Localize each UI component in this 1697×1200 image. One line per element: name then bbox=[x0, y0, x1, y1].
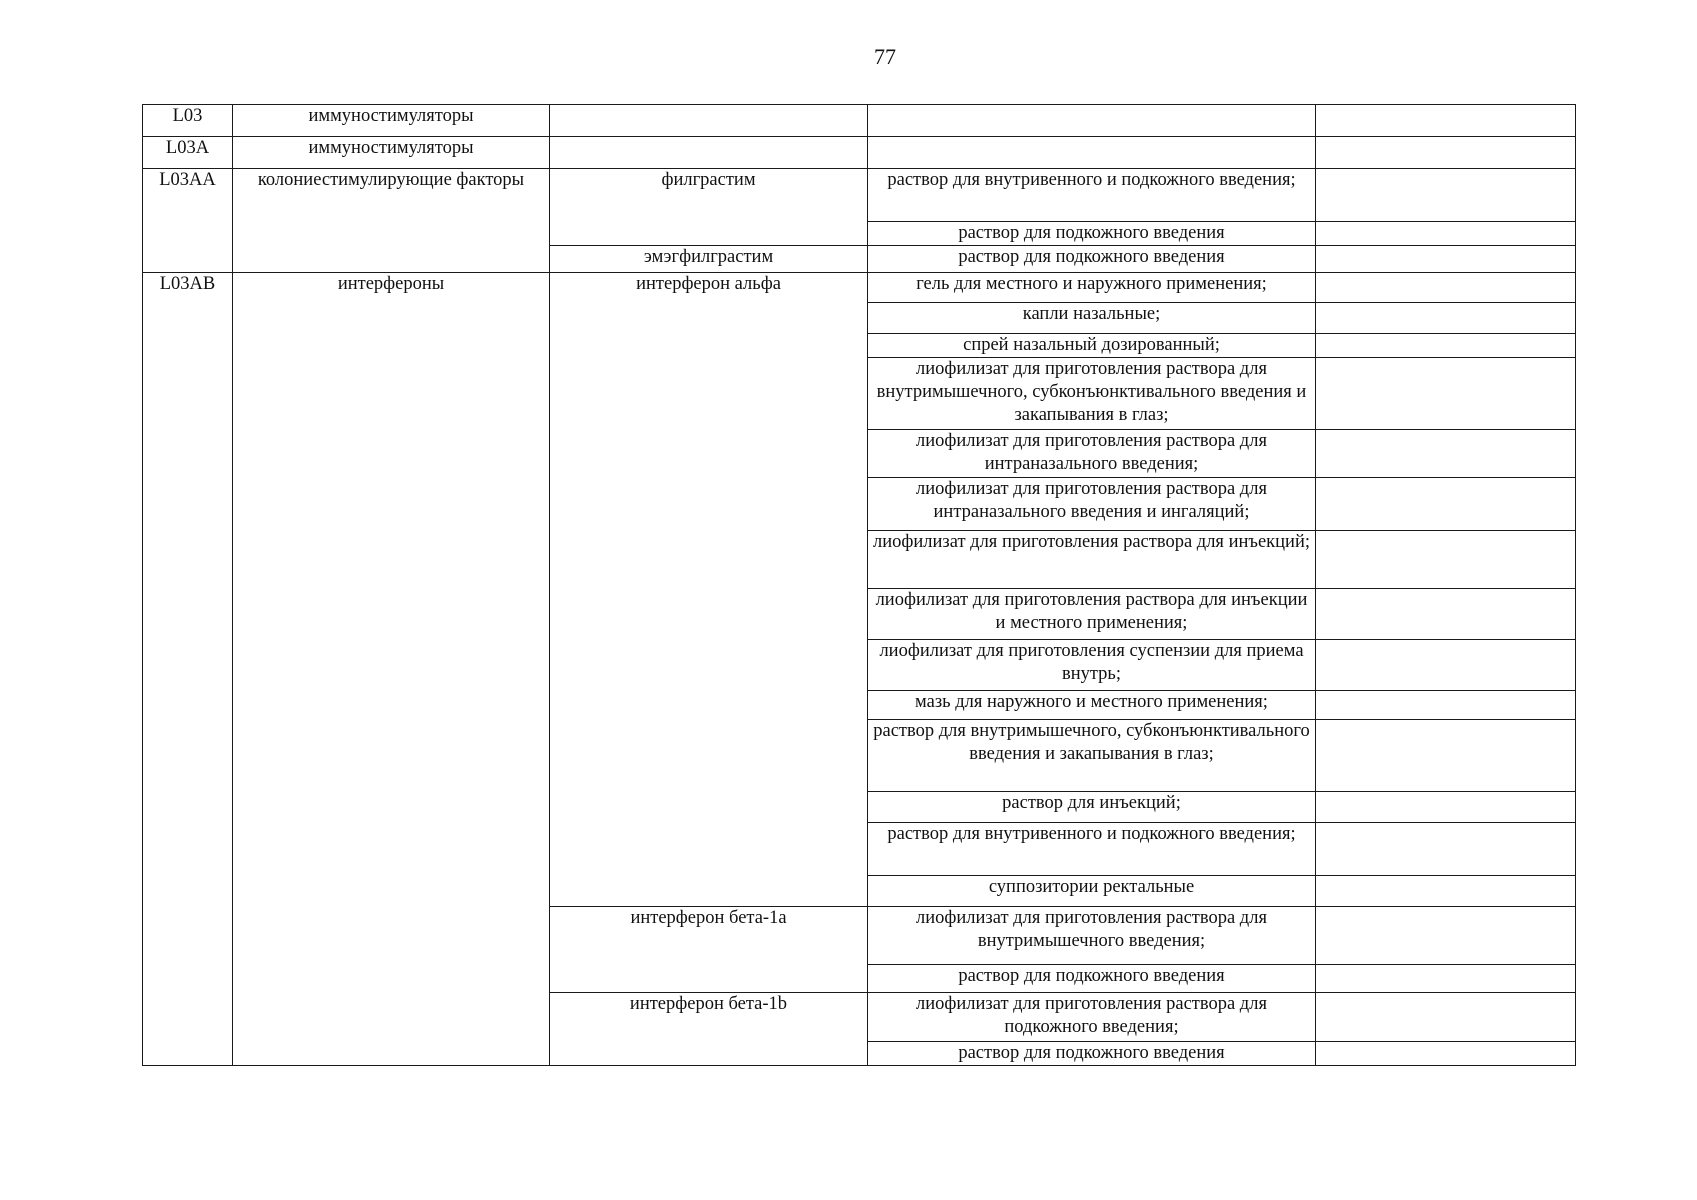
dosage-form-cell: раствор для подкожного введения bbox=[868, 222, 1316, 246]
dosage-form-cell bbox=[868, 137, 1316, 169]
dosage-form-cell: лиофилизат для приготовления суспензии для приема внутрь; bbox=[868, 640, 1316, 691]
dosage-form-cell: лиофилизат для приготовления раствора для интраназального введения и ингаляций; bbox=[868, 478, 1316, 531]
atc-code-cell: L03A bbox=[143, 137, 233, 169]
empty-cell bbox=[1316, 105, 1576, 137]
table-row bbox=[143, 137, 1576, 169]
dosage-form-cell: гель для местного и наружного применения; bbox=[868, 273, 1316, 303]
dosage-form-cell: лиофилизат для приготовления раствора для инъекции и местного применения; bbox=[868, 589, 1316, 640]
empty-cell bbox=[1316, 358, 1576, 430]
empty-cell bbox=[1316, 169, 1576, 222]
dosage-form-cell: раствор для подкожного введения bbox=[868, 965, 1316, 993]
group-name-cell: интерфероны bbox=[233, 273, 550, 1066]
empty-cell bbox=[1316, 430, 1576, 478]
empty-cell bbox=[1316, 303, 1576, 334]
dosage-form-cell: капли назальные; bbox=[868, 303, 1316, 334]
empty-cell bbox=[1316, 823, 1576, 876]
empty-cell bbox=[1316, 1042, 1576, 1066]
empty-cell bbox=[1316, 792, 1576, 823]
drug-name-cell: интерферон бета-1b bbox=[550, 993, 868, 1066]
dosage-form-cell: раствор для подкожного введения bbox=[868, 246, 1316, 273]
dosage-form-cell: суппозитории ректальные bbox=[868, 876, 1316, 907]
medicines-table bbox=[142, 104, 1576, 1066]
dosage-form-cell: раствор для инъекций; bbox=[868, 792, 1316, 823]
empty-cell bbox=[1316, 589, 1576, 640]
dosage-form-cell: раствор для внутривенного и подкожного введения; bbox=[868, 823, 1316, 876]
dosage-form-cell: лиофилизат для приготовления раствора для интраназального введения; bbox=[868, 430, 1316, 478]
dosage-form-cell: лиофилизат для приготовления раствора для инъекций; bbox=[868, 531, 1316, 589]
table-row bbox=[143, 169, 1576, 222]
dosage-form-cell: лиофилизат для приготовления раствора для внутримышечного, субконъюнктивального введения и закапывания в глаз; bbox=[868, 358, 1316, 430]
empty-cell bbox=[1316, 334, 1576, 358]
empty-cell bbox=[1316, 907, 1576, 965]
dosage-form-cell: раствор для внутривенного и подкожного введения; bbox=[868, 169, 1316, 222]
table-row bbox=[143, 273, 1576, 303]
atc-code-cell: L03AA bbox=[143, 169, 233, 273]
drug-name-cell: эмэгфилграстим bbox=[550, 246, 868, 273]
dosage-form-cell: спрей назальный дозированный; bbox=[868, 334, 1316, 358]
empty-cell bbox=[1316, 640, 1576, 691]
atc-code-cell: L03 bbox=[143, 105, 233, 137]
empty-cell bbox=[1316, 720, 1576, 792]
empty-cell bbox=[1316, 222, 1576, 246]
drug-name-cell: интерферон бета-1a bbox=[550, 907, 868, 993]
empty-cell bbox=[1316, 273, 1576, 303]
group-name-cell: колониестимулирующие факторы bbox=[233, 169, 550, 273]
atc-code-cell: L03AB bbox=[143, 273, 233, 1066]
drug-name-cell bbox=[550, 105, 868, 137]
dosage-form-cell: мазь для наружного и местного применения; bbox=[868, 691, 1316, 720]
empty-cell bbox=[1316, 137, 1576, 169]
empty-cell bbox=[1316, 531, 1576, 589]
empty-cell bbox=[1316, 246, 1576, 273]
drug-name-cell bbox=[550, 137, 868, 169]
dosage-form-cell: раствор для подкожного введения bbox=[868, 1042, 1316, 1066]
dosage-form-cell bbox=[868, 105, 1316, 137]
empty-cell bbox=[1316, 478, 1576, 531]
dosage-form-cell: раствор для внутримышечного, субконъюнктивального введения и закапывания в глаз; bbox=[868, 720, 1316, 792]
dosage-form-cell: лиофилизат для приготовления раствора для внутримышечного введения; bbox=[868, 907, 1316, 965]
empty-cell bbox=[1316, 993, 1576, 1042]
group-name-cell: иммуностимуляторы bbox=[233, 137, 550, 169]
page-number: 77 bbox=[874, 44, 896, 69]
empty-cell bbox=[1316, 965, 1576, 993]
table-row bbox=[143, 105, 1576, 137]
empty-cell bbox=[1316, 876, 1576, 907]
empty-cell bbox=[1316, 691, 1576, 720]
dosage-form-cell: лиофилизат для приготовления раствора для подкожного введения; bbox=[868, 993, 1316, 1042]
group-name-cell: иммуностимуляторы bbox=[233, 105, 550, 137]
drug-name-cell: интерферон альфа bbox=[550, 273, 868, 907]
drug-name-cell: филграстим bbox=[550, 169, 868, 246]
